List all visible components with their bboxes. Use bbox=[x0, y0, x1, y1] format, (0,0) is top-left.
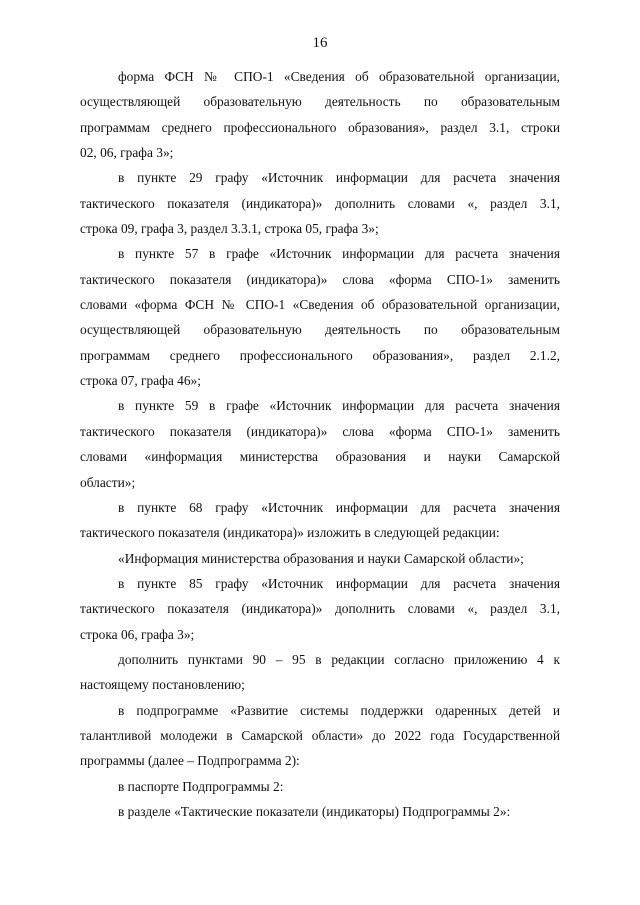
paragraph bbox=[80, 647, 560, 698]
page-number: 16 bbox=[312, 35, 328, 51]
paragraph bbox=[80, 571, 560, 647]
text-line: тактического показателя (индикатора)» слова «форма СПО-1» заменить bbox=[80, 423, 560, 439]
paragraph bbox=[80, 495, 560, 546]
paragraph bbox=[80, 393, 560, 494]
text-line: 02, 06, графа 3»; bbox=[80, 145, 174, 161]
paragraph bbox=[80, 799, 560, 824]
text-line: программам среднего профессионального образования», раздел 3.1, строки bbox=[80, 119, 560, 135]
paragraph bbox=[80, 165, 560, 241]
text-line: дополнить пунктами 90 – 95 в редакции согласно приложению 4 к bbox=[118, 651, 560, 667]
text-line: тактического показателя (индикатора)» дополнить словами «, раздел 3.1, bbox=[80, 601, 560, 617]
text-line: форма ФСН № СПО-1 «Сведения об образовательной организации, bbox=[118, 69, 560, 84]
text-line: осуществляющей образовательную деятельность по образовательным bbox=[80, 322, 560, 338]
text-line: в паспорте Подпрограммы 2: bbox=[118, 778, 284, 794]
text-line: в пункте 29 графу «Источник информации для расчета значения bbox=[118, 170, 560, 186]
text-line: строка 07, графа 46»; bbox=[80, 373, 201, 389]
text-line: настоящему постановлению; bbox=[80, 677, 245, 693]
text-line: «Информация министерства образования и науки Самарской области»; bbox=[118, 550, 524, 566]
paragraph bbox=[80, 546, 560, 571]
text-line: области»; bbox=[80, 474, 136, 490]
text-line: словами «информация министерства образования и науки Самарской bbox=[80, 449, 560, 465]
text-line: в пункте 59 в графе «Источник информации для расчета значения bbox=[118, 398, 560, 414]
text-line: в пункте 57 в графе «Источник информации для расчета значения bbox=[118, 246, 560, 262]
text-line: тактического показателя (индикатора)» слова «форма СПО-1» заменить bbox=[80, 271, 560, 287]
text-line: в пункте 85 графу «Источник информации для расчета значения bbox=[118, 575, 560, 591]
text-line: строка 06, графа 3»; bbox=[80, 626, 195, 642]
paragraph bbox=[80, 698, 560, 774]
text-line: тактического показателя (индикатора)» изложить в следующей редакции: bbox=[80, 525, 500, 541]
text-line: в пункте 68 графу «Источник информации для расчета значения bbox=[118, 499, 560, 515]
text-line: строка 09, графа 3, раздел 3.3.1, строка 05, графа 3»; bbox=[80, 221, 379, 237]
text-line: программы (далее – Подпрограмма 2): bbox=[80, 753, 300, 769]
text-line: тактического показателя (индикатора)» дополнить словами «, раздел 3.1, bbox=[80, 195, 560, 211]
paragraph bbox=[80, 241, 560, 393]
text-line: словами «форма ФСН № СПО-1 «Сведения об образовательной организации, bbox=[80, 297, 560, 313]
paragraph bbox=[80, 774, 560, 799]
text-line: талантливой молодежи в Самарской области» до 2022 года Государственной bbox=[80, 727, 560, 743]
text-line: в подпрограмме «Развитие системы поддержки одаренных детей и bbox=[118, 702, 560, 718]
document-body bbox=[80, 64, 560, 824]
text-line: программам среднего профессионального образования», раздел 2.1.2, bbox=[80, 347, 560, 363]
paragraph bbox=[80, 64, 560, 165]
text-line: в разделе «Тактические показатели (индикаторы) Подпрограммы 2»: bbox=[118, 803, 511, 819]
text-line: осуществляющей образовательную деятельность по образовательным bbox=[80, 94, 560, 110]
